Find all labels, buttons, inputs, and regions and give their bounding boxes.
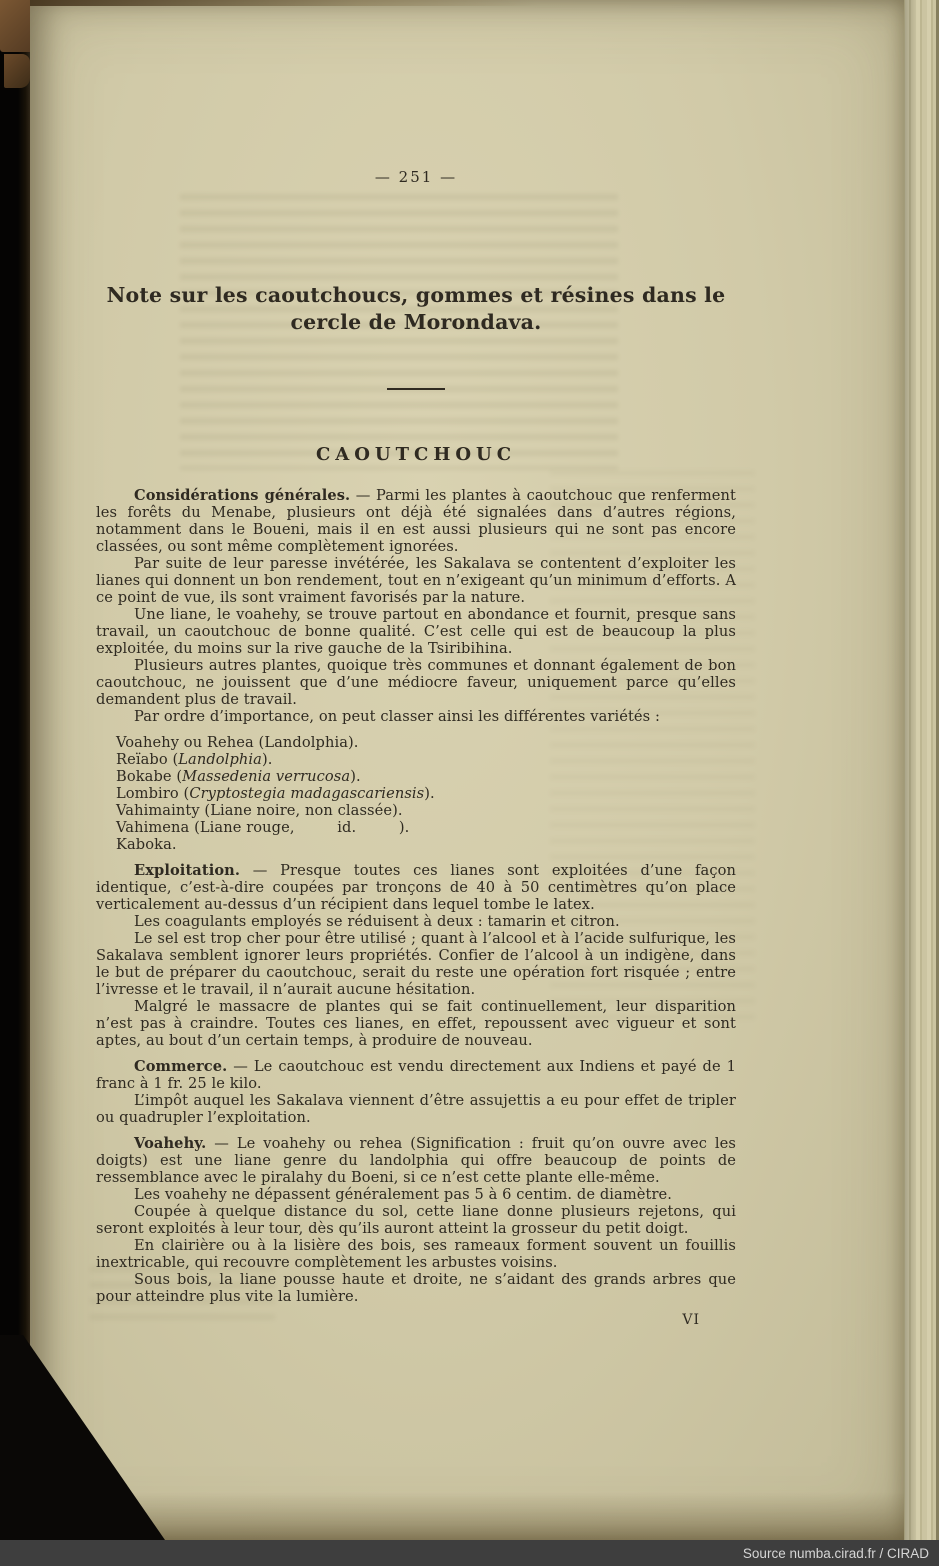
page-number: — 251 — — [374, 168, 458, 186]
paragraph — [96, 1271, 736, 1305]
variety-text: Reïabo ( — [116, 751, 179, 768]
paragraph-text: Coupée à quelque distance du sol, cette liane donne plusieurs rejetons, qui seront exploités à leur tour, dès qu’ils auront atteint la grosseur du petit doigt. — [96, 1203, 736, 1237]
page-title: Note sur les caoutchoucs, gommes et résines dans le cercle de Morondava. — [106, 283, 726, 334]
paragraph-text: Sous bois, la liane pousse haute et droite, ne s’aidant des grands arbres que pour atteindre plus vite la lumière. — [96, 1271, 736, 1305]
variety-text: ). — [350, 768, 361, 785]
paragraph-lead: Considérations générales. — [134, 487, 351, 504]
variety-item — [116, 751, 736, 768]
paragraph-text: L’impôt auquel les Sakalava viennent d’être assujettis a eu pour effet de tripler ou quadrupler l’exploitation. — [96, 1092, 736, 1126]
paragraph-lead: Voahehy. — [134, 1135, 207, 1152]
variety-text: Bokabe ( — [116, 768, 183, 785]
variety-text: ). — [261, 751, 273, 768]
variety-text: Vahimainty (Liane noire, non classée). — [116, 802, 403, 819]
paragraph — [96, 606, 736, 657]
paragraph — [96, 930, 736, 998]
variety-item — [116, 802, 736, 819]
paragraph-text: Par ordre d’importance, on peut classer ainsi les différentes variétés : — [134, 708, 661, 725]
book-gutter-shadow — [0, 0, 30, 1566]
printed-content — [96, 0, 736, 1329]
paragraph — [96, 862, 736, 913]
title-separator — [387, 388, 445, 390]
variety-species: Landolphia — [178, 751, 262, 768]
paragraph-text: — Le caoutchouc est vendu directement aux Indiens et payé de 1 franc à 1 fr. 25 le kilo. — [96, 1058, 736, 1092]
variety-species: Cryptostegia madagascariensis — [189, 785, 425, 802]
paragraph-text: Une liane, le voahehy, se trouve partout en abondance et fournit, presque sans travail, un caoutchouc de bonne qualité. C’est celle qui est de beaucoup la plus exploitée, du moins sur la rive gauche de la Tsiribihina. — [96, 606, 736, 657]
paragraph — [96, 657, 736, 708]
paragraph — [96, 1186, 736, 1203]
section-heading: CAOUTCHOUC — [315, 444, 517, 465]
variety-text: Voahehy ou Rehea (Landolphia). — [116, 734, 359, 751]
paragraph — [96, 1092, 736, 1126]
paragraph-text: En clairière ou à la lisière des bois, ses rameaux forment souvent un fouillis inextricable, qui recouvre complètement les arbustes voisins. — [96, 1237, 736, 1271]
variety-species: Massedenia verrucosa — [182, 768, 351, 785]
paragraph — [96, 913, 736, 930]
paragraph-text: — Presque toutes ces lianes sont exploitées d’une façon identique, c’est-à-dire coupées par tronçons de 40 à 50 centimètres qu’on place verticalement au-dessus d’un récipient dans lequel tombe le latex. — [96, 862, 736, 913]
variety-item — [116, 836, 736, 853]
variety-list — [116, 734, 736, 853]
paragraph-text: Le sel est trop cher pour être utilisé ; quant à l’alcool et à l’acide sulfurique, les Sakalava semblent ignorer leurs propriétés. Confier de l’alcool à un indigène, dans le but de préparer du caoutchouc, serait du reste une opération fort risquée ; entre l’ivresse et le travail, il n’aurait aucune hésitation. — [96, 930, 736, 998]
paragraph-text: Les voahehy ne dépassent généralement pas 5 à 6 centim. de diamètre. — [134, 1186, 673, 1203]
paragraph — [96, 487, 736, 555]
paragraph — [96, 1135, 736, 1186]
variety-item — [116, 734, 736, 751]
paragraph-lead: Exploitation. — [134, 862, 241, 879]
variety-text: Vahimena (Liane rouge, — [116, 819, 295, 836]
body-text — [96, 487, 736, 1329]
variety-item — [116, 819, 736, 836]
variety-text: Lombiro ( — [116, 785, 190, 802]
signature-mark: VI — [682, 1312, 700, 1328]
paragraph — [96, 1203, 736, 1237]
source-label: Source numba.cirad.fr / CIRAD — [742, 1545, 929, 1561]
paragraph-text: Par suite de leur paresse invétérée, les Sakalava se contentent d’exploiter les lianes qui donnent un bon rendement, tout en n’exigeant qu’un minimum d’efforts. A ce point de vue, ils sont vraiment favorisés par la nature. — [96, 555, 736, 606]
paragraph-text: — Parmi les plantes à caoutchouc que renferment les forêts du Menabe, plusieurs ont déjà été signalées dans d’autres régions, notamment dans le Boueni, mais il en est aussi plusieurs qui ne sont pas encore classées, ou sont même complètement ignorées. — [96, 487, 736, 555]
paragraph-lead: Commerce. — [134, 1058, 228, 1075]
paragraph-text: Plusieurs autres plantes, quoique très communes et donnant également de bon caoutchouc, ne jouissent que d’une médiocre faveur, uniquement parce qu’elles demandent plus de travail. — [96, 657, 736, 708]
book-cover-fragment — [4, 54, 30, 88]
page-stack-edges — [904, 0, 939, 1540]
paragraph — [96, 1237, 736, 1271]
page — [30, 0, 905, 1540]
paragraph-text: Malgré le massacre de plantes qui se fait continuellement, leur disparition n’est pas à craindre. Toutes ces lianes, en effet, repoussent avec vigueur et sont aptes, au bout d’un certain temps, à produire de nouveau. — [96, 998, 736, 1049]
paragraph-text: Les coagulants employés se réduisent à deux : tamarin et citron. — [134, 913, 620, 930]
source-bar — [0, 1540, 939, 1566]
paragraph — [96, 708, 736, 725]
paragraph — [96, 1058, 736, 1092]
paragraph-text: — Le voahehy ou rehea (Signification : fruit qu’on ouvre avec les doigts) est une liane genre du landolphia qui offre beaucoup de points de ressemblance avec le piralahy du Boeni, si ce n’est cette plante elle-même. — [96, 1135, 736, 1186]
paragraph — [96, 555, 736, 606]
variety-item — [116, 768, 736, 785]
variety-text: Kaboka. — [116, 836, 177, 853]
variety-text: id. ). — [294, 819, 410, 836]
variety-item — [116, 785, 736, 802]
paragraph — [96, 998, 736, 1049]
variety-text: ). — [424, 785, 435, 802]
